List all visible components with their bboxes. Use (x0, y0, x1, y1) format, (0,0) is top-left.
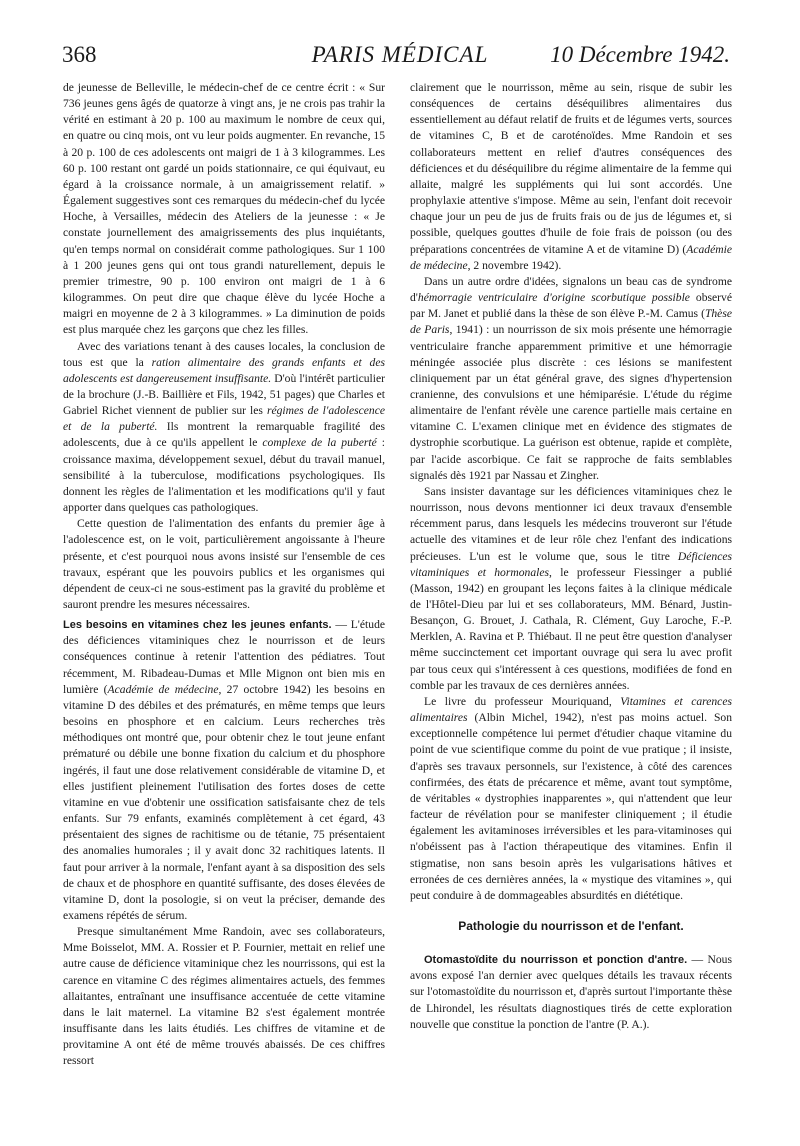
paragraph: Avec des variations tenant à des causes locales, la conclusion de tous est que la ration alimentaire des grands enfants et des adolescents est dangereusement insuffisante. D'où l'intérêt particulier de la brochure (J.-B. Baillière et Fils, 1942, 51 pages) que Charles et Gabriel Richet viennent de publier sur les régimes de l'adolescence et de la puberté. Ils montrent la remarquable fragilité des adolescents, due à ce qu'ils appellent le complexe de la puberté : croissance maxima, développement sexuel, début du travail manuel, sensibilité à la tuberculose, modifications psychologiques. Ils donnent les règles de l'alimentation et les modifications qu'il y faut apporter dans quelques cas pathologiques. (63, 339, 386, 515)
paragraph: Presque simultanément Mme Randoin, avec ses collaborateurs, Mme Boisselot, MM. A. Rossier et P. Fournier, mettait en relief une autre cause de déficience vitaminique chez les nourrissons, qui est la carence en vitamine C des régimes alimentaires actuels, des femmes allaitantes, entraînant une insuffisance accentuée de cette vitamine dans le lait maternel. La vitamine B2 s'est également montrée insuffisante dans les laits étudiés. Les chiffres de vitamine et de provitamine A ont été de même trouvés abaissés. De ces chiffres ressort (63, 925, 385, 1068)
section-title: Pathologie du nourrisson et de l'enfant. (458, 918, 684, 933)
paragraph: Dans un autre ordre d'idées, signalons un beau cas de syndrome d'hémorragie ventriculaire d'origine scorbutique possible observé par M. Janet et publié dans la thèse de son élève P.-M. Camus (Thèse de Paris, 1941) : un nourrisson de six mois présente une hémorragie ventriculaire franche apparemment primitive et une hémorragie méningée associée plus discrète : ces lésions se manifestent cliniquement par un état général grave, des signes d'hypertension cranienne, des convulsions et une hémiparésie. L'étude du régime alimentaire de l'enfant révèle une carence partielle mais certaine en vitamine C. L'examen clinique met en évidence des stigmates de dystrophie scorbutique. La guérison est obtenue, rapide et complète, par l'acide ascorbique. Ce fait se rapproche de faits semblables signalés dès 1921 par Nassau et Zingher. (410, 274, 732, 482)
paragraph: Sans insister davantage sur les déficiences vitaminiques chez le nourrisson, nous devons mentionner ici deux travaux d'ensemble récemment parus, dans lesquels les médecins trouveront sur l'étude actuelle des vitamines et de leur rôle chez l'enfant des indications précieuses. L'un est le volume que, sous le titre Déficiences vitaminiques et hormonales, le professeur Fiessinger a publié (Masson, 1942) en groupant les leçons faites à la clinique médicale de l'Hôtel-Dieu par lui et ses collaborateurs, MM. Bénard, Justin-Besançon, G. Brouet, J. Cathala, R. Clément, Guy Laroche, F.-P. Merklen, A. Ravina et P. Thiébaut. Il ne peut être question d'analyser même succinctement cet important ouvrage qui sera lu avec profit par tous ceux qui s'intéressent à ces questions, modifiées de fond en comble par les travaux de ces dernières années. (410, 484, 732, 692)
paragraph: clairement que le nourrisson, même au sein, risque de subir les conséquences de certains déséquilibres alimentaires dus essentiellement au défaut relatif de fruits et de légumes verts, sources de vitamines C, B et de caroténoïdes. Mme Randoin et ses collaborateurs mettent en relief d'autres conséquences des déficiences et du déséquilibre du régime alimentaire de la femme qui allaite, malgré les suppléments qui lui sont accordés. Une prophylaxie attentive s'impose. Même au sein, l'enfant doit recevoir chaque jour un peu de jus de fruits frais ou de jus de légumes et, si possible, quelques gouttes d'huile de foie frais de poisson (ou des préparations concentrées de vitamine A et de vitamine D) (Académie de médecine, 2 novembre 1942). (410, 81, 732, 272)
issue-date: 10 Décembre 1942. (550, 42, 730, 67)
subsection-heading: Otomastoïdite du nourrisson et ponction d'antre. (424, 954, 688, 967)
paragraph: Le livre du professeur Mouriquand, Vitamines et carences alimentaires (Albin Michel, 1942), n'est pas moins actuel. Son exceptionnelle compétence lui permet d'étudier chaque vitamine du point de vue scientifique comme du point de vue pratique ; il insiste, d'après ses travaux personnels, sur l'existence, à côté des carences confirmées, des états de précarence et même, avant tout symptôme, de véritables « dystrophies inapparentes », qui n'attendent que leur facteur de révélation pour se manifester cliniquement ; il étudie également les avitaminoses irréversibles et les para-vitaminoses qui n'obéissent pas à l'action thérapeutique des vitamines. Enfin il stigmatise, non sans besoin après les vulgarisations hâtives et erronées de ces dernières années, la « mystique des vitamines », qui peut conduire à de dommageables absurdités en diététique. (410, 694, 732, 902)
page-number: 368 (62, 42, 97, 67)
left-column (63, 80, 385, 1070)
paragraph: Les besoins en vitamines chez les jeunes enfants. — L'étude des déficiences vitaminiques chez le nourrisson et de leurs conséquences continue à retenir l'attention des pédiatres. Tout récemment, M. Ribadeau-Dumas et Mlle Mignon ont bien mis en lumière (Académie de médecine, 27 octobre 1942) les besoins en vitamine D des débiles et des prématurés, en même temps que leurs besoins en phosphore et en calcium. Leurs recherches très méthodiques ont montré que, pour obtenir chez le tout jeune enfant prématuré ou débile une bonne fixation du calcium et du phosphore ingérés, il faut une dose relativement considérable de vitamine D, et elles justifient pleinement l'utilisation des fortes doses de cette vitamine en vue d'obtenir une ossification satisfaisante chez de tels enfants. Sur 79 enfants, examinés complètement à cet égard, 43 présentaient des signes de rachitisme ou de tétanie, 75 présentaient des anomalies humorales ; il y avait donc 32 rachitiques latents. Il faut pour arriver à la normale, l'enfant ayant à sa disposition des sels de chaux et de phosphore en quantité suffisante, des doses élevées de vitamine D, dont la posologie, si on veut la préciser, demande des examens répétés de sérum. (63, 618, 386, 922)
paragraph: Otomastoïdite du nourrisson et ponction d'antre. — Nous avons exposé l'an dernier avec quelques détails les travaux récents sur l'otomastoïdite du nourrisson et, d'après surtout l'importante thèse de Lhirondel, les résultats diagnostiques tirés de cette exploration nouvelle que constitue la ponction de l'antre (P. A.). (410, 953, 732, 1031)
journal-title: PARIS MÉDICAL (311, 42, 489, 67)
page-header (60, 40, 740, 76)
paragraph: de jeunesse de Belleville, le médecin-chef de ce centre écrit : « Sur 736 jeunes gens âgés de quatorze à vingt ans, je ne crois pas trahir la vérité en estimant à 20 p. 100 au maximum le nombre de ceux qui, en quatre ou cinq mois, ont vu leur poids augmenter. En revanche, 15 à 20 p. 100 de ces adolescents ont maigri de 1 à 3 kilogrammes. Les 60 p. 100 restant ont gardé un poids stationnaire, ce qui équivaut, eu égard à la croissance normale, à un amaigrissement relatif. » Également suggestives sont ces remarques du médecin-chef du lycée Hoche, à Versailles, médecin des Ateliers de la jeunesse : « Je constate journellement des amaigrissements des plus inquiétants, qu'en temps normal on considérait comme pathologiques. Sur 1 100 à 1 200 jeunes gens qui ont tous grandi naturellement, depuis le premier trimestre, 90 p. 100 environ ont maigri de 1 à 6 kilogrammes. On peut dire que chaque élève du lycée Hoche a maigri en moyenne de 2 à 3 kilogrammes. » La diminution de poids est plus marquée chez les garçons que chez les filles. (63, 81, 385, 337)
paragraph: Cette question de l'alimentation des enfants du premier âge à l'adolescence est, on le voit, particulièrement angoissante à l'heure présente, et c'est pourquoi nous avons insisté sur l'ensemble de ces travaux, espérant que les pouvoirs publics et les organismes qui dépendent de ceux-ci ne sous-estiment pas la gravité du problème et sauront prendre les mesures nécessaires. (63, 517, 385, 611)
subsection-heading: Les besoins en vitamines chez les jeunes enfants. (63, 619, 332, 632)
right-column (410, 80, 732, 1033)
